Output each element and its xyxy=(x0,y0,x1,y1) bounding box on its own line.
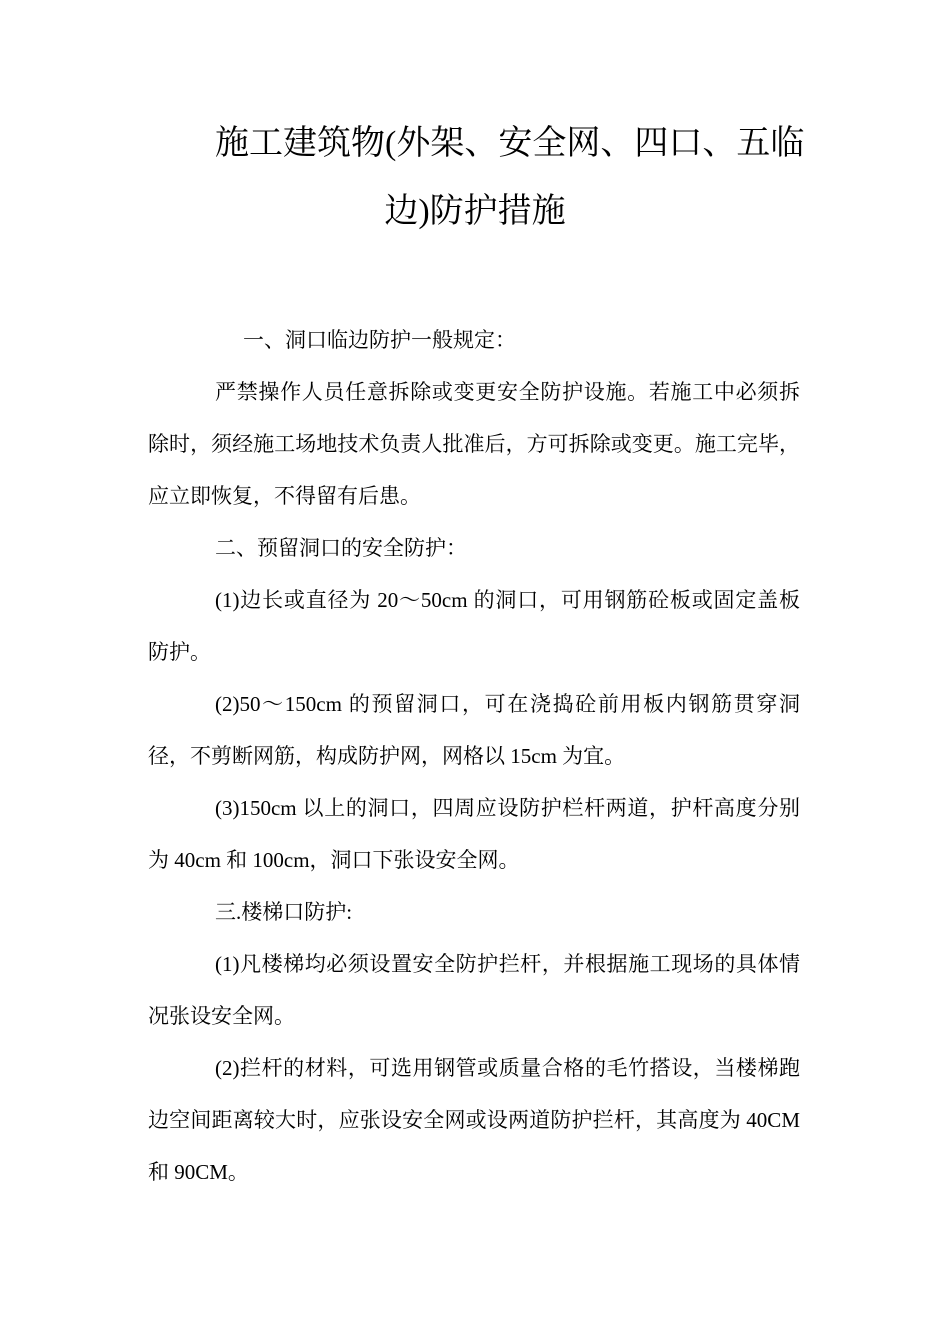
section-heading-3: 三.楼梯口防护: xyxy=(215,900,353,924)
title-line-2: 边)防护措施 xyxy=(384,193,566,230)
title-line-1: 施工建筑物(外架、安全网、四口、五临 xyxy=(215,125,805,162)
document-body xyxy=(148,312,800,1198)
section-heading-1: 一、洞口临边防护一般规定： xyxy=(243,328,516,352)
paragraph-general-rule: 严禁操作人员任意拆除或变更安全防护设施。若施工中必须拆除时，须经施工场地技术负责人批准后，方可拆除或变更。施工完毕，应立即恢复，不得留有后患。 xyxy=(148,380,800,508)
section-heading-2: 二、预留洞口的安全防护： xyxy=(215,536,467,560)
paragraph-opening-medium: (2)50～150cm 的预留洞口，可在浇捣砼前用板内钢筋贯穿洞径，不剪断网筋，构成防护网，网格以 15cm 为宜。 xyxy=(148,692,800,768)
paragraph-opening-small: (1)边长或直径为 20～50cm 的洞口，可用钢筋砼板或固定盖板防护。 xyxy=(148,588,800,664)
document-title xyxy=(150,110,805,246)
paragraph-railing-material: (2)拦杆的材料，可选用钢管或质量合格的毛竹搭设，当楼梯跑边空间距离较大时，应张设安全网或设两道防护拦杆，其高度为 40CM 和 90CM。 xyxy=(148,1056,800,1184)
paragraph-stair-railing: (1)凡楼梯均必须设置安全防护拦杆，并根据施工现场的具体情况张设安全网。 xyxy=(148,952,800,1028)
paragraph-opening-large: (3)150cm 以上的洞口，四周应设防护栏杆两道，护杆高度分别为 40cm 和 100cm，洞口下张设安全网。 xyxy=(148,796,800,872)
